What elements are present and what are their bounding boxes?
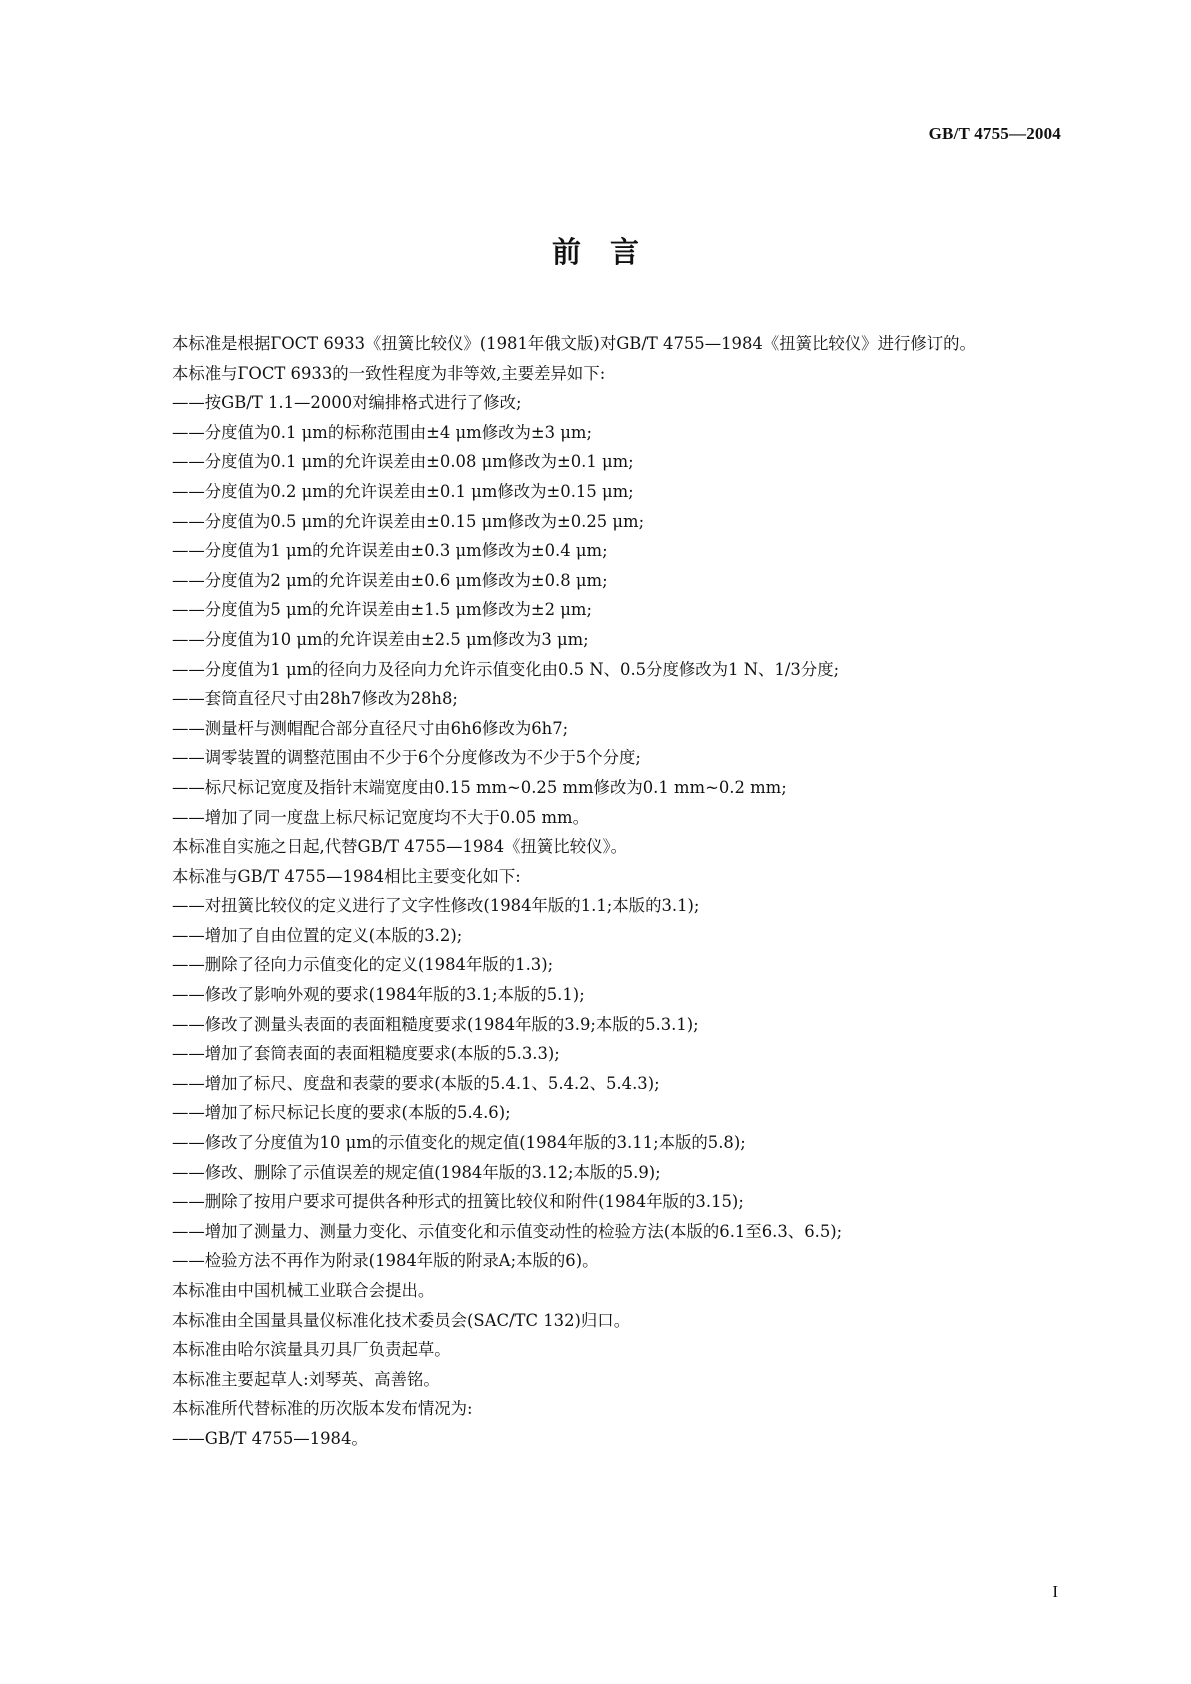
change-item: ——对扭簧比较仪的定义进行了文字性修改(1984年版的1.1;本版的3.1); xyxy=(172,896,700,916)
difference-item: ——分度值为0.1 μm的标称范围由±4 μm修改为±3 μm; xyxy=(172,422,592,442)
difference-item: ——分度值为1 μm的允许误差由±0.3 μm修改为±0.4 μm; xyxy=(172,541,608,561)
difference-item: ——分度值为2 μm的允许误差由±0.6 μm修改为±0.8 μm; xyxy=(172,570,608,590)
page-title: 前 言 xyxy=(551,235,639,269)
page-number: I xyxy=(1052,1582,1058,1601)
difference-intro: 本标准与ГОСТ 6933的一致性程度为非等效,主要差异如下: xyxy=(172,363,606,383)
difference-item: ——调零装置的调整范围由不少于6个分度修改为不少于5个分度; xyxy=(172,748,641,768)
difference-item: ——套筒直径尺寸由28h7修改为28h8; xyxy=(172,689,458,709)
difference-item: ——分度值为0.2 μm的允许误差由±0.1 μm修改为±0.15 μm; xyxy=(172,481,634,501)
replace-note: 本标准自实施之日起,代替GB/T 4755—1984《扭簧比较仪》。 xyxy=(172,837,628,857)
closing-paragraph: 本标准主要起草人:刘琴英、高善铭。 xyxy=(172,1369,440,1389)
standard-code: GB/T 4755—2004 xyxy=(928,124,1061,143)
difference-item: ——标尺标记宽度及指针末端宽度由0.15 mm~0.25 mm修改为0.1 mm~0.2 mm; xyxy=(172,777,787,797)
closing-paragraph: 本标准由中国机械工业联合会提出。 xyxy=(172,1281,435,1300)
difference-item: ——增加了同一度盘上标尺标记宽度均不大于0.05 mm。 xyxy=(172,807,589,827)
difference-item: ——测量杆与测帽配合部分直径尺寸由6h6修改为6h7; xyxy=(172,718,569,738)
change-item: ——增加了标尺、度盘和表蒙的要求(本版的5.4.1、5.4.2、5.4.3); xyxy=(172,1073,660,1093)
change-item: ——检验方法不再作为附录(1984年版的附录A;本版的6)。 xyxy=(172,1251,599,1271)
change-item: ——增加了标尺标记长度的要求(本版的5.4.6); xyxy=(172,1103,511,1123)
change-item: ——删除了径向力示值变化的定义(1984年版的1.3); xyxy=(172,955,554,975)
difference-item: ——分度值为10 μm的允许误差由±2.5 μm修改为3 μm; xyxy=(172,629,589,649)
difference-item: ——分度值为1 μm的径向力及径向力允许示值变化由0.5 N、0.5分度修改为1 N、1/3分度; xyxy=(172,659,840,679)
change-item: ——修改了测量头表面的表面粗糙度要求(1984年版的3.9;本版的5.3.1); xyxy=(172,1014,699,1034)
history-item: ——GB/T 4755—1984。 xyxy=(172,1428,368,1448)
closing-paragraph: 本标准由全国量具量仪标准化技术委员会(SAC/TC 132)归口。 xyxy=(172,1310,631,1330)
difference-item: ——分度值为0.5 μm的允许误差由±0.15 μm修改为±0.25 μm; xyxy=(172,511,645,531)
changes-intro: 本标准与GB/T 4755—1984相比主要变化如下: xyxy=(172,866,521,886)
change-item: ——修改了影响外观的要求(1984年版的3.1;本版的5.1); xyxy=(172,985,585,1005)
change-item: ——删除了按用户要求可提供各种形式的扭簧比较仪和附件(1984年版的3.15); xyxy=(172,1192,744,1212)
change-item: ——增加了自由位置的定义(本版的3.2); xyxy=(172,925,463,945)
change-item: ——修改了分度值为10 μm的示值变化的规定值(1984年版的3.11;本版的5.8); xyxy=(172,1133,746,1153)
difference-item: ——分度值为5 μm的允许误差由±1.5 μm修改为±2 μm; xyxy=(172,600,592,620)
difference-item: ——按GB/T 1.1—2000对编排格式进行了修改; xyxy=(172,393,522,413)
difference-item: ——分度值为0.1 μm的允许误差由±0.08 μm修改为±0.1 μm; xyxy=(172,452,634,472)
change-item: ——增加了套筒表面的表面粗糙度要求(本版的5.3.3); xyxy=(172,1044,560,1064)
closing-paragraph: 本标准所代替标准的历次版本发布情况为: xyxy=(172,1399,473,1419)
change-item: ——增加了测量力、测量力变化、示值变化和示值变动性的检验方法(本版的6.1至6.3、6.5); xyxy=(172,1221,843,1241)
intro-paragraph: 本标准是根据ГОСТ 6933《扭簧比较仪》(1981年俄文版)对GB/T 4755—1984《扭簧比较仪》进行修订的。 xyxy=(172,334,976,353)
foreword-body xyxy=(132,329,1060,1454)
closing-paragraph: 本标准由哈尔滨量具刃具厂负责起草。 xyxy=(172,1340,451,1360)
change-item: ——修改、删除了示值误差的规定值(1984年版的3.12;本版的5.9); xyxy=(172,1162,661,1182)
